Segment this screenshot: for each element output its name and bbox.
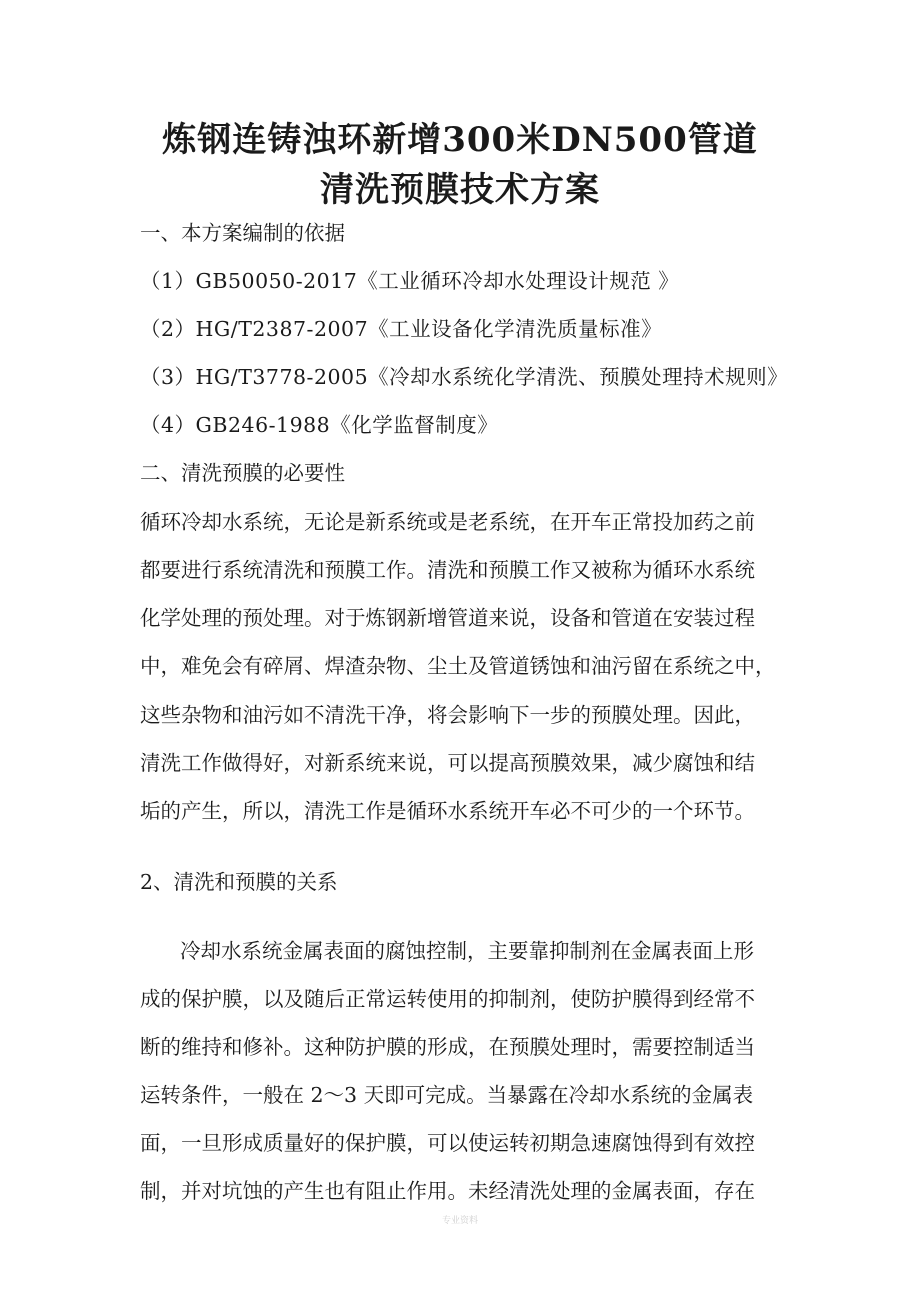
section-3-paragraph-line-1: 冷却水系统金属表面的腐蚀控制，主要靠抑制剂在金属表面上形 <box>180 939 754 963</box>
section-1-heading: 一、本方案编制的依据 <box>140 221 345 245</box>
section-3-paragraph-line-6: 制，并对坑蚀的产生也有阻止作用。未经清洗处理的金属表面，存在 <box>140 1179 755 1203</box>
section-3-paragraph-line-5: 面，一旦形成质量好的保护膜，可以使运转初期急速腐蚀得到有效控 <box>140 1131 755 1155</box>
reference-item-4: （4）GB246-1988《化学监督制度》 <box>140 413 499 437</box>
section-3-paragraph-line-2: 成的保护膜，以及随后正常运转使用的抑制剂，使防护膜得到经常不 <box>140 987 755 1011</box>
section-2-paragraph-line-1: 循环冷却水系统，无论是新系统或是老系统，在开车正常投加药之前 <box>140 510 755 534</box>
section-2-paragraph-line-6: 清洗工作做得好，对新系统来说，可以提高预膜效果，减少腐蚀和结 <box>140 751 755 775</box>
section-2-paragraph-line-3: 化学处理的预处理。对于炼钢新增管道来说，设备和管道在安装过程 <box>140 606 755 630</box>
section-2-paragraph-line-2: 都要进行系统清洗和预膜工作。清洗和预膜工作又被称为循环水系统 <box>140 558 755 582</box>
reference-item-2: （2）HG/T2387-2007《工业设备化学清洗质量标准》 <box>140 317 663 341</box>
reference-item-3: （3）HG/T3778-2005《冷却水系统化学清洗、预膜处理持术规则》 <box>140 365 789 389</box>
document-title-line-2: 清洗预膜技术方案 <box>320 170 600 210</box>
section-2-paragraph-line-4: 中，难免会有碎屑、焊渣杂物、尘土及管道锈蚀和油污留在系统之中， <box>140 654 776 678</box>
section-2-heading: 二、清洗预膜的必要性 <box>140 461 345 485</box>
section-2-paragraph-line-7: 垢的产生，所以，清洗工作是循环水系统开车必不可少的一个环节。 <box>140 799 755 823</box>
page-footer: 专业资料 <box>441 1216 478 1226</box>
section-3-heading: 2、清洗和预膜的关系 <box>140 870 338 894</box>
section-3-paragraph-line-4: 运转条件，一般在 2～3 天即可完成。当暴露在冷却水系统的金属表 <box>140 1083 754 1107</box>
section-2-paragraph-line-5: 这些杂物和油污如不清洗干净，将会影响下一步的预膜处理。因此， <box>140 703 755 727</box>
reference-item-1: （1）GB50050-2017《工业循环冷却水处理设计规范 》 <box>140 269 680 293</box>
document-title-line-1: 炼钢连铸浊环新增300米DN500管道 <box>162 120 758 160</box>
section-3-paragraph-line-3: 断的维持和修补。这种防护膜的形成，在预膜处理时，需要控制适当 <box>140 1035 755 1059</box>
